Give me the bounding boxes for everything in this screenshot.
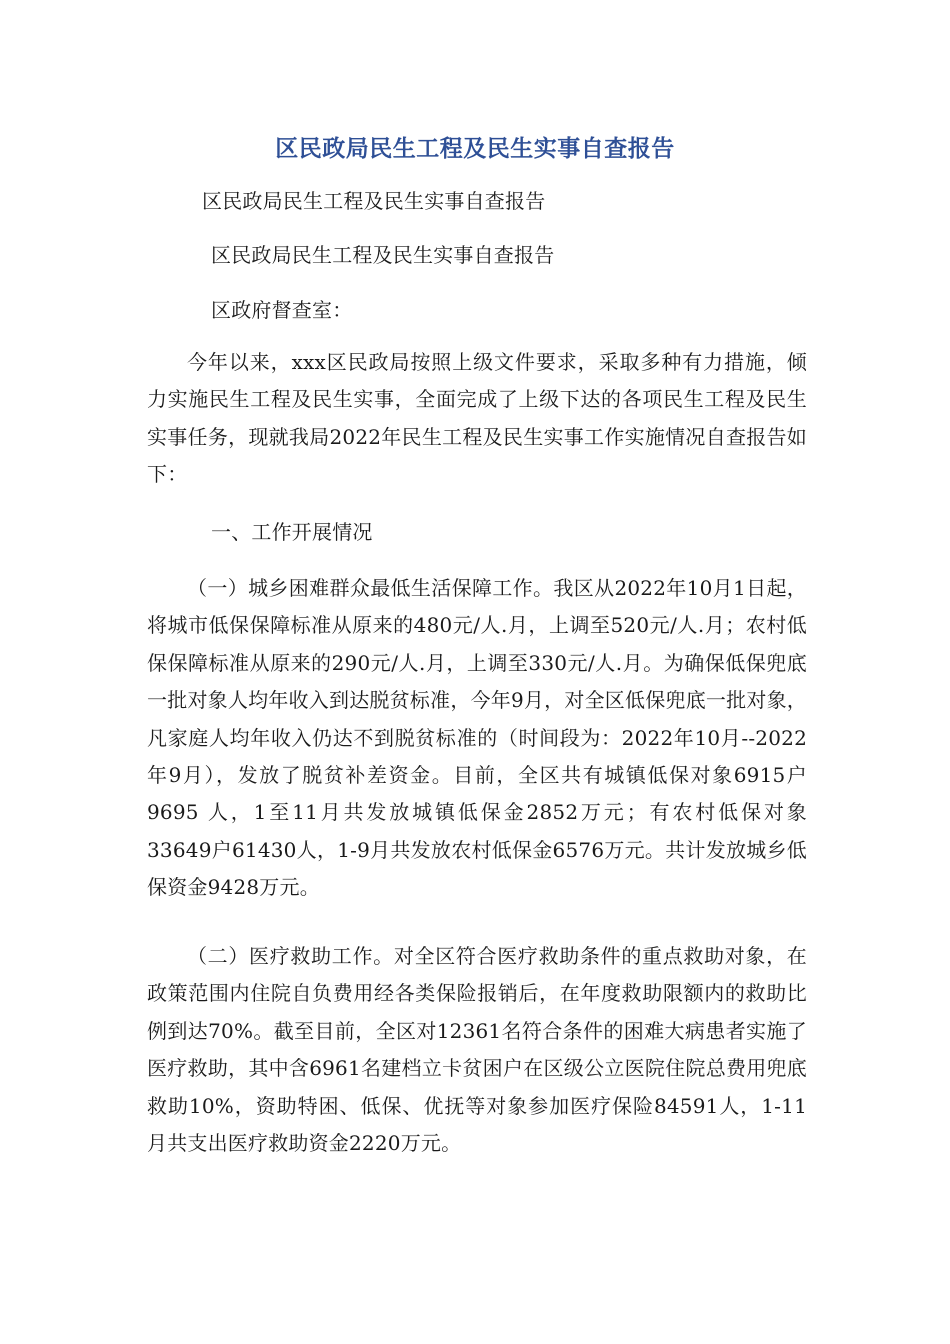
- document-title: 区民政局民生工程及民生实事自查报告: [275, 136, 675, 162]
- item-2-paragraph: （二）医疗救助工作。对全区符合医疗救助条件的重点救助对象，在政策范围内住院自负费用经各类保险报销后，在年度救助限额内的救助比例到达70%。截至目前，全区对12361名符合条件的困难大病患者实施了医疗救助，其中含6961名建档立卡贫困户在区级公立医院住院总费用兜底救助10%，资助特困、低保、优抚等对象参加医疗保险84591人，1-11月共支出医疗救助资金2220万元。: [147, 944, 807, 1156]
- subtitle-line-1: 区民政局民生工程及民生实事自查报告: [202, 189, 546, 213]
- salutation: 区政府督查室：: [211, 298, 353, 322]
- section-1-heading: 一、工作开展情况: [211, 520, 373, 544]
- item-1-paragraph: （一）城乡困难群众最低生活保障工作。我区从2022年10月1日起，将城市低保保障标准从原来的480元/人.月，上调至520元/人.月；农村低保保障标准从原来的290元/人.月，上调至330元/人.月。为确保低保兜底一批对象人均年收入到达脱贫标准，今年9月，对全区低保兜底一批对象，凡家庭人均年收入仍达不到脱贫标准的（时间段为：2022年10月--2022年9月），发放了脱贫补差资金。目前，全区共有城镇低保对象6915户9695 人，1至11月共发放城镇低保金2852万元；有农村低保对象 33649户61430人，1-9月共发放农村低保金6576万元。共计发放城乡低保资金9428万元。: [147, 576, 807, 900]
- subtitle-line-2: 区民政局民生工程及民生实事自查报告: [211, 243, 555, 267]
- item-1-block: [147, 570, 807, 907]
- intro-paragraph-block: [147, 344, 807, 494]
- item-2-block: [147, 938, 807, 1162]
- intro-paragraph: 今年以来，xxx区民政局按照上级文件要求，采取多种有力措施，倾力实施民生工程及民生实事，全面完成了上级下达的各项民生工程及民生实事任务，现就我局2022年民生工程及民生实事工作实施情况自查报告如下：: [147, 350, 807, 487]
